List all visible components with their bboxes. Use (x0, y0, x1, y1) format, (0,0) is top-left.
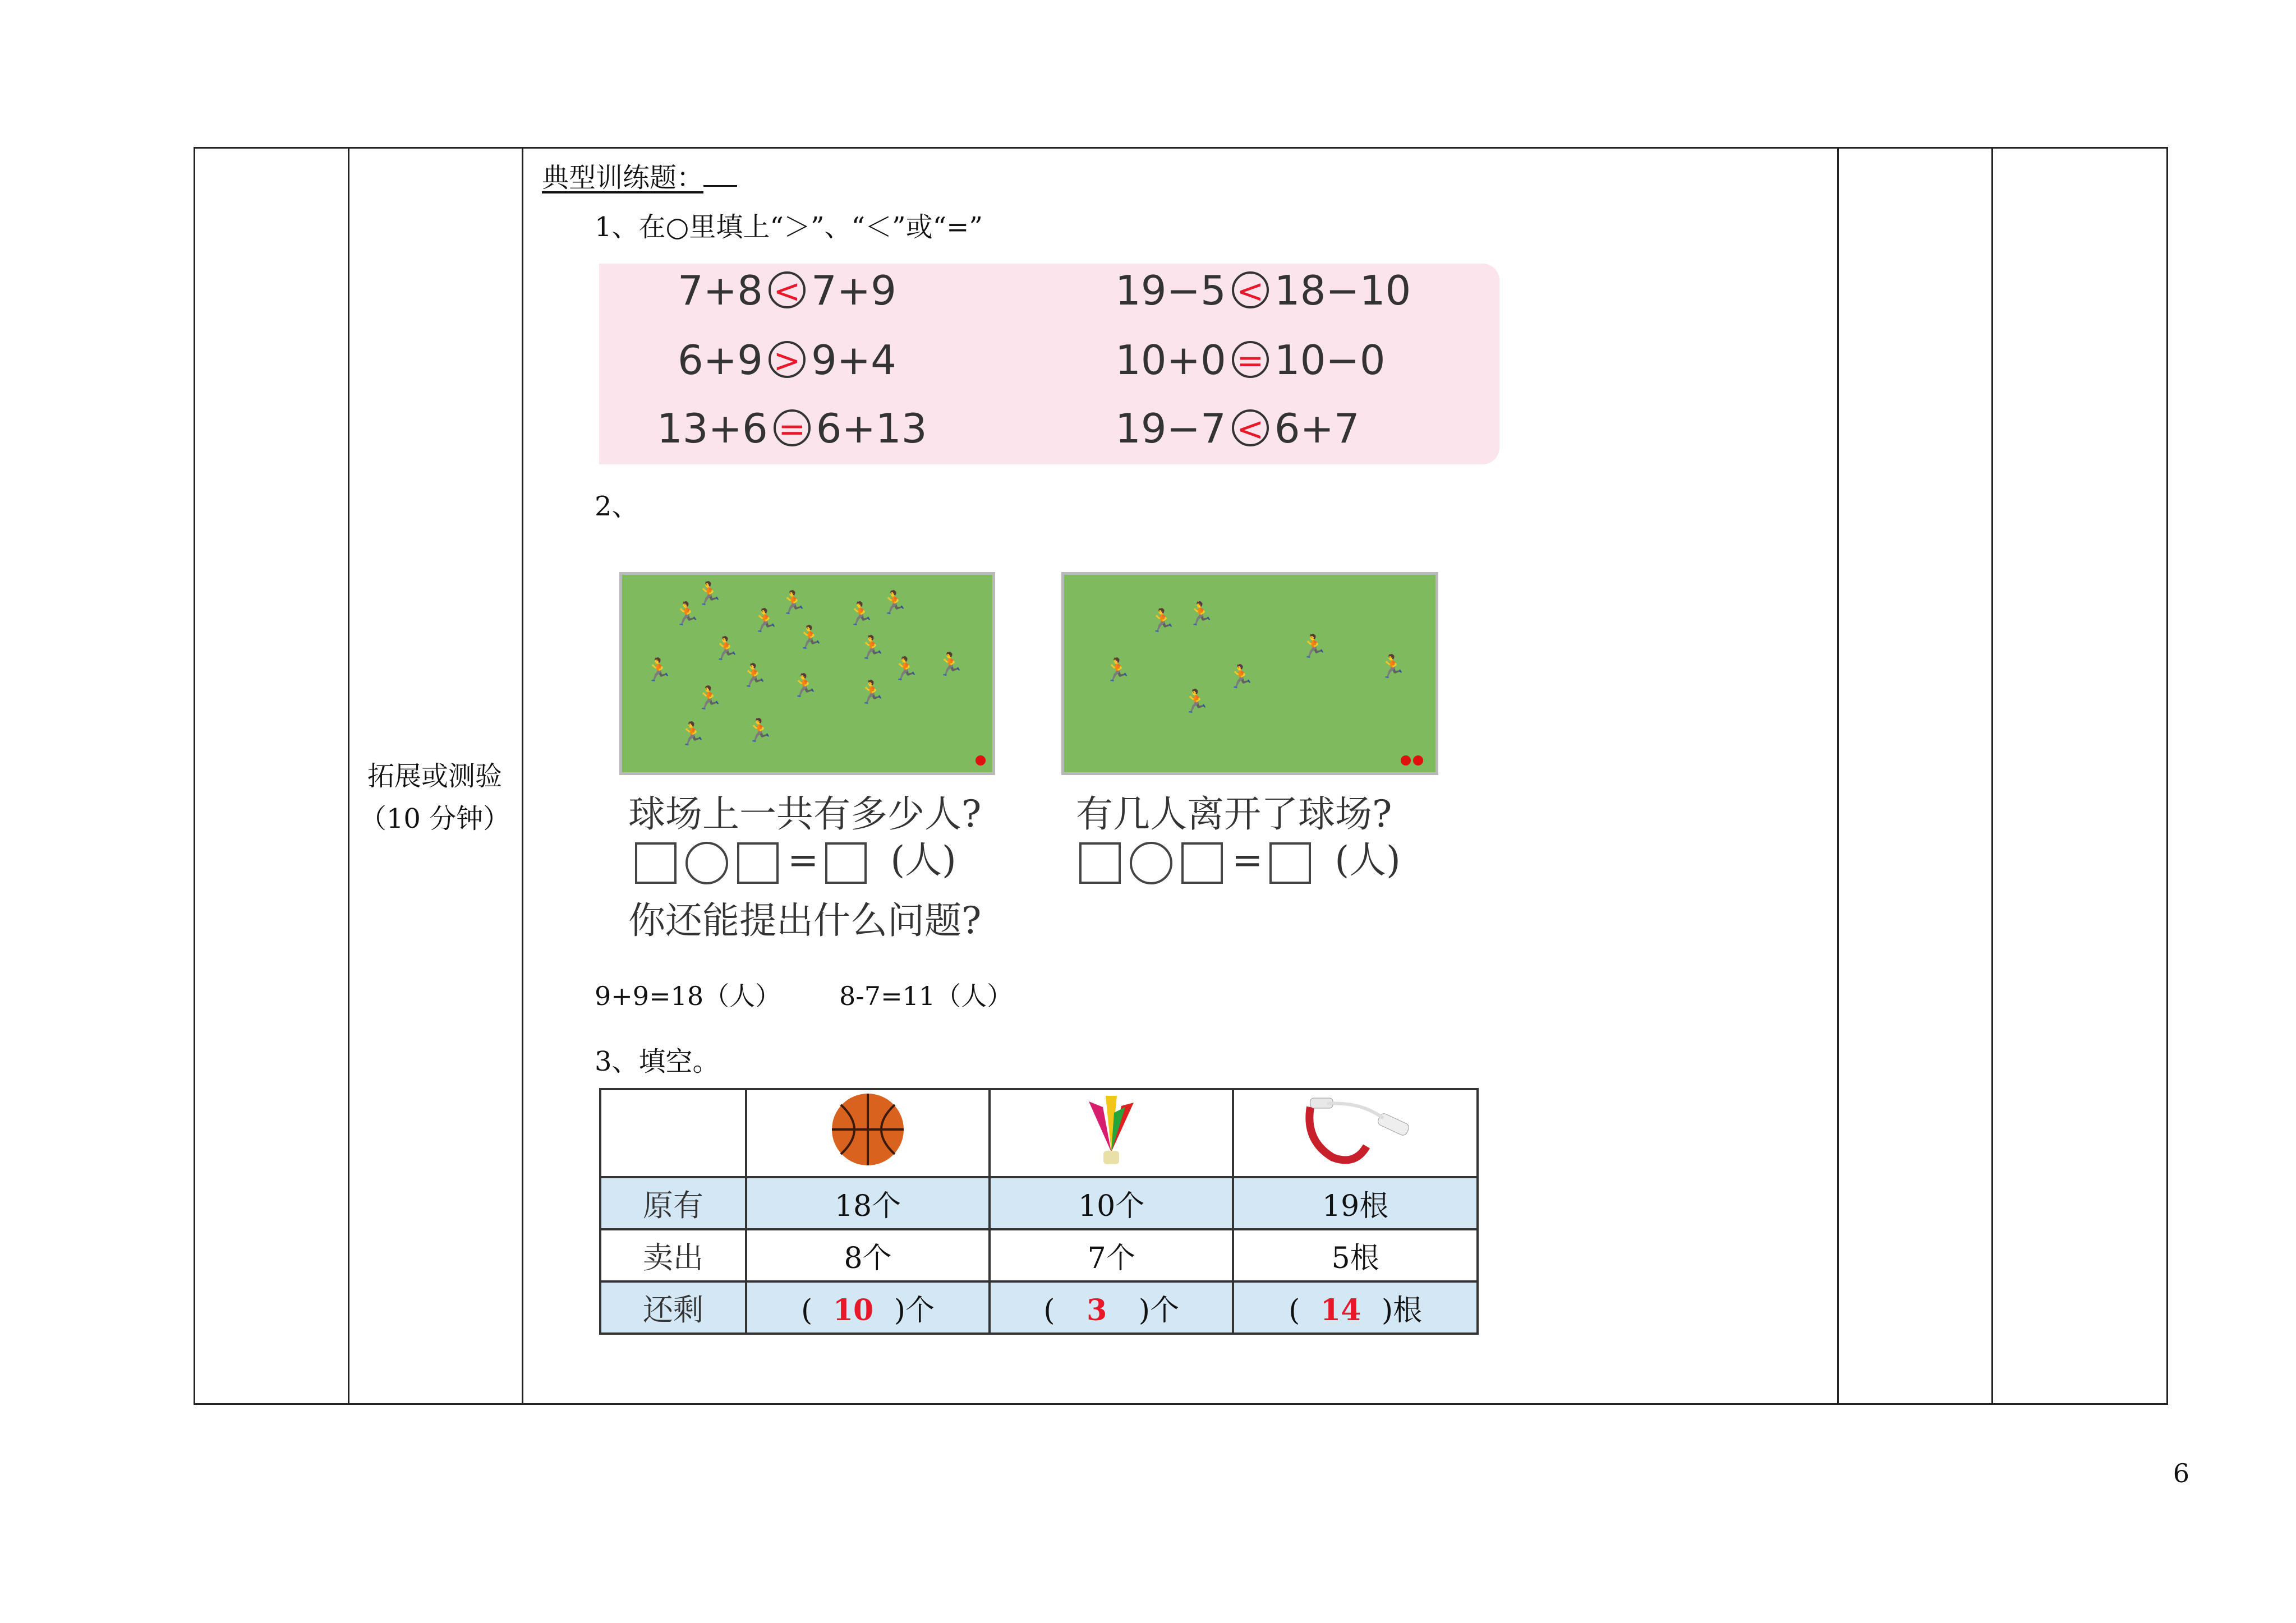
answer-cell[interactable] (1233, 1281, 1478, 1334)
table-cell: 5根 (1233, 1229, 1478, 1281)
table-cell: 19根 (1233, 1177, 1478, 1229)
player-blue-icon: 🏃 (740, 663, 768, 689)
answer-value[interactable]: 14 (1320, 1293, 1361, 1327)
player-yellow-icon: 🏃 (1300, 634, 1328, 660)
comparison-item (1115, 267, 1411, 314)
comparison-panel (599, 264, 1499, 464)
ball-icon (1401, 755, 1411, 766)
paren-open: ( (800, 1294, 813, 1327)
expr-right: 18−10 (1274, 267, 1411, 314)
row-label: 卖出 (600, 1229, 746, 1281)
corner-cell (600, 1089, 746, 1177)
frame-top-border (194, 147, 2168, 149)
player-yellow-icon: 🏃 (858, 635, 886, 661)
player-blue-icon: 🏃 (891, 656, 919, 682)
followup-question: 你还能提出什么问题? (628, 899, 982, 942)
answer-circle[interactable]: = (774, 409, 811, 446)
expr-right: 10−0 (1274, 336, 1386, 384)
page-number: 6 (2173, 1458, 2189, 1488)
answer-value[interactable]: 10 (832, 1293, 874, 1327)
question3-prompt: 3、填空。 (595, 1046, 720, 1077)
frame-col-divider-6 (2166, 147, 2168, 1405)
left-people-equation (1079, 830, 1401, 884)
soccer-field-full (619, 572, 995, 775)
header-cell (746, 1089, 990, 1177)
ball-icon (1413, 755, 1423, 766)
expr-left: 7+8 (678, 267, 763, 314)
player-blue-icon: 🏃 (1186, 601, 1214, 627)
player-blue-icon: 🏃 (1227, 664, 1255, 690)
player-blue-icon: 🏃 (673, 601, 701, 627)
player-blue-icon: 🏃 (796, 625, 824, 651)
shuttlecock-icon (1072, 1090, 1151, 1169)
paren-open: ( (1043, 1294, 1055, 1327)
header-cell (1233, 1089, 1478, 1177)
player-yellow-icon: 🏃 (746, 718, 774, 744)
answer-cell[interactable] (990, 1281, 1233, 1334)
player-yellow-icon: 🏃 (695, 581, 723, 607)
answer-circle[interactable]: = (1232, 341, 1269, 378)
fill-in-table (599, 1088, 1479, 1335)
stage-label-line2: （10 分钟） (359, 803, 510, 834)
comparison-item (1115, 336, 1386, 384)
paren-close-unit: )个 (1138, 1294, 1180, 1327)
table-cell: 7个 (990, 1229, 1233, 1281)
answer-circle[interactable]: < (769, 271, 806, 308)
player-yellow-icon: 🏃 (678, 721, 706, 747)
answer-circle[interactable]: > (769, 341, 806, 378)
section-title-text: 典型训练题： (542, 162, 704, 193)
expr-right: 6+7 (1274, 405, 1360, 452)
equals-sign: = (1232, 838, 1263, 882)
left-people-question: 有几人离开了球场? (1076, 792, 1392, 836)
title-underline-pad (703, 185, 737, 187)
answer-cell[interactable] (746, 1281, 990, 1334)
soccer-field-partial (1061, 572, 1438, 775)
expr-right: 6+13 (816, 405, 927, 452)
comparison-item (657, 405, 927, 452)
player-yellow-icon: 🏃 (1103, 657, 1131, 683)
blank-box[interactable] (825, 842, 867, 884)
blank-box[interactable] (1079, 842, 1121, 884)
table-cell: 18个 (746, 1177, 990, 1229)
paren-close-unit: )个 (894, 1294, 935, 1327)
table-cell: 8个 (746, 1229, 990, 1281)
answer-circle[interactable]: < (1232, 409, 1269, 446)
ball-icon (976, 755, 986, 766)
player-blue-icon: 🏃 (936, 652, 964, 677)
frame-col-divider-4 (1837, 147, 1839, 1405)
blank-circle[interactable] (1130, 842, 1172, 884)
frame-col-divider-1 (194, 147, 195, 1405)
player-yellow-icon: 🏃 (880, 590, 908, 616)
table-header-row (600, 1089, 1478, 1177)
table-row (600, 1281, 1478, 1334)
player-yellow-icon: 🏃 (779, 590, 807, 616)
frame-col-divider-5 (1991, 147, 1993, 1405)
player-blue-icon: 🏃 (858, 680, 886, 706)
unit-label: (人) (890, 838, 956, 882)
blank-box[interactable] (635, 842, 677, 884)
blank-box[interactable] (1269, 842, 1311, 884)
row-label: 还剩 (600, 1281, 746, 1334)
answer-value[interactable]: 3 (1087, 1293, 1107, 1327)
player-yellow-icon: 🏃 (712, 636, 740, 662)
total-people-equation (635, 830, 956, 884)
expr-right: 7+9 (811, 267, 896, 314)
basketball-icon (829, 1090, 907, 1169)
player-yellow-icon: 🏃 (645, 657, 673, 683)
player-blue-icon: 🏃 (1378, 654, 1406, 680)
frame-bottom-border (194, 1403, 2168, 1405)
player-yellow-icon: 🏃 (1182, 689, 1210, 714)
player-yellow-icon: 🏃 (1148, 608, 1176, 634)
player-blue-icon: 🏃 (846, 601, 875, 627)
section-title (542, 156, 737, 195)
comparison-item (678, 267, 896, 314)
table-cell: 10个 (990, 1177, 1233, 1229)
blank-box[interactable] (737, 842, 779, 884)
stage-label-line1: 拓展或测验 (367, 760, 502, 792)
question2-prompt: 2、 (595, 491, 639, 522)
blank-circle[interactable] (685, 842, 728, 884)
row-label: 原有 (600, 1177, 746, 1229)
equals-sign: = (788, 838, 819, 882)
stage-label (348, 755, 522, 840)
answer-2: 8-7=11（人） (839, 981, 1013, 1011)
blank-box[interactable] (1181, 842, 1223, 884)
expr-left: 13+6 (657, 405, 768, 452)
player-blue-icon: 🏃 (695, 685, 723, 711)
answer-1: 9+9=18（人） (595, 981, 781, 1011)
expr-right: 9+4 (811, 336, 896, 384)
player-blue-icon: 🏃 (751, 608, 779, 634)
paren-open: ( (1289, 1294, 1300, 1327)
unit-label: (人) (1335, 838, 1401, 882)
player-yellow-icon: 🏃 (790, 673, 818, 699)
question1-prompt: 1、在○里填上“＞”、“＜”或“=” (595, 211, 983, 243)
jump-rope-icon (1294, 1090, 1417, 1169)
table-row (600, 1229, 1478, 1281)
expr-left: 10+0 (1115, 336, 1226, 384)
header-cell (990, 1089, 1233, 1177)
expr-left: 6+9 (678, 336, 763, 384)
expr-left: 19−7 (1115, 405, 1226, 452)
expr-left: 19−5 (1115, 267, 1226, 314)
total-people-question: 球场上一共有多少人? (628, 792, 982, 836)
table-row (600, 1177, 1478, 1229)
frame-col-divider-3 (522, 147, 523, 1405)
comparison-item (678, 336, 896, 384)
paren-close-unit: )根 (1381, 1294, 1423, 1327)
answer-circle[interactable]: < (1232, 271, 1269, 308)
comparison-item (1115, 405, 1360, 452)
